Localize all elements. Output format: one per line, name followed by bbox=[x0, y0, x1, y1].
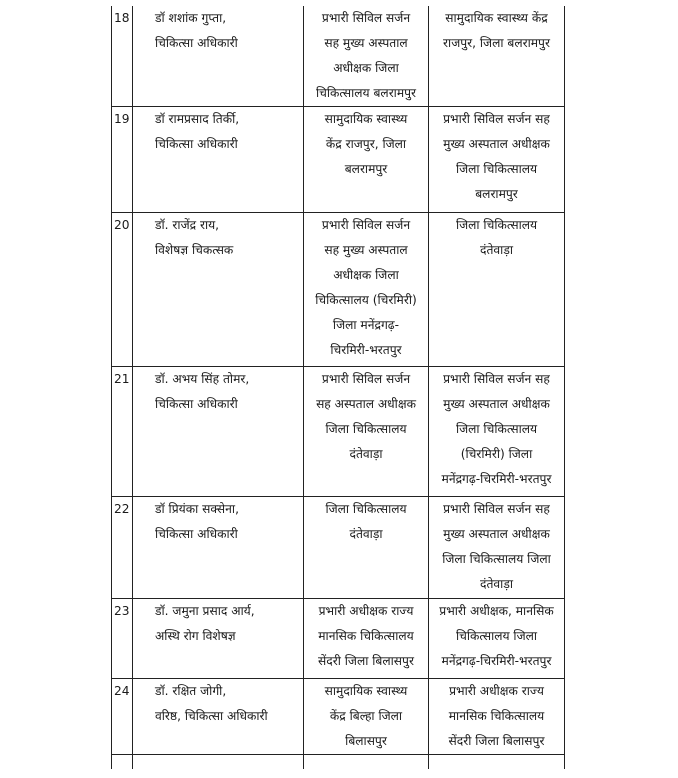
cell-text-line: चिकित्सा अधिकारी bbox=[155, 397, 238, 411]
table-row bbox=[112, 107, 565, 213]
cell-text-line: जिला चिकित्सालय जिला bbox=[442, 552, 551, 566]
cell-text-line: सह मुख्य अस्पताल bbox=[324, 243, 408, 257]
cell-text-line: सामुदायिक स्वास्थ्य bbox=[324, 112, 408, 126]
current-posting-cell bbox=[304, 497, 429, 599]
table-row bbox=[112, 6, 565, 107]
new-posting-cell bbox=[429, 599, 565, 679]
empty-cell bbox=[133, 755, 304, 770]
cell-text-line: सेंदरी जिला बिलासपुर bbox=[448, 734, 545, 748]
cell-text-line: चिकित्सालय जिला bbox=[455, 629, 538, 643]
cell-text-line: सह अस्पताल अधीक्षक bbox=[316, 397, 416, 411]
empty-cell bbox=[112, 755, 133, 770]
cell-text-line: दंतेवाड़ा bbox=[349, 527, 383, 541]
serial-number-cell: 20 bbox=[112, 213, 133, 367]
cell-text-line: प्रभारी सिविल सर्जन bbox=[321, 218, 411, 232]
cell-text-line: चिकित्सालय बलरामपुर bbox=[315, 86, 417, 100]
cell-text-line: चिकित्सा अधिकारी bbox=[155, 36, 238, 50]
cell-text-line: मुख्य अस्पताल अधीक्षक bbox=[443, 527, 550, 541]
new-posting-cell bbox=[429, 679, 565, 755]
cell-text-line: अधीक्षक जिला bbox=[333, 268, 399, 282]
employee-name-cell bbox=[133, 367, 304, 497]
cell-text-line: प्रभारी सिविल सर्जन bbox=[321, 11, 411, 25]
cell-text-line: मुख्य अस्पताल अधीक्षक bbox=[443, 397, 550, 411]
cell-text-line: प्रभारी अधीक्षक राज्य bbox=[449, 684, 544, 698]
cell-text-line: वरिष्ठ, चिकित्सा अधिकारी bbox=[155, 709, 268, 723]
cell-text-line: बलरामपुर bbox=[475, 187, 518, 201]
table-row bbox=[112, 679, 565, 755]
employee-name-cell bbox=[133, 6, 304, 107]
transfer-table bbox=[111, 6, 565, 769]
cell-text-line: डॉ प्रियंका सक्सेना, bbox=[155, 502, 239, 516]
cell-text-line: प्रभारी सिविल सर्जन सह bbox=[443, 502, 550, 516]
transfer-table-body bbox=[112, 6, 565, 769]
cell-text-line: चिकित्सालय (चिरमिरी) bbox=[315, 293, 417, 307]
employee-name-cell bbox=[133, 679, 304, 755]
cell-text-line: चिरमिरी-भरतपुर bbox=[330, 343, 402, 357]
cell-text-line: दंतेवाड़ा bbox=[479, 243, 514, 257]
serial-number-cell: 21 bbox=[112, 367, 133, 497]
cell-text-line: डॉ शशांक गुप्ता, bbox=[155, 11, 227, 25]
cell-text-line: सेंदरी जिला बिलासपुर bbox=[318, 654, 414, 668]
cell-text-line: जिला चिकित्सालय bbox=[455, 422, 538, 436]
cell-text-line: केंद्र राजपुर, जिला bbox=[325, 137, 407, 151]
current-posting-cell bbox=[304, 107, 429, 213]
table-row bbox=[112, 497, 565, 599]
serial-number-cell: 24 bbox=[112, 679, 133, 755]
cell-text-line: मनेंद्रगढ़-चिरमिरी-भरतपुर bbox=[441, 654, 552, 668]
cell-text-line: मुख्य अस्पताल अधीक्षक bbox=[443, 137, 550, 151]
cell-text-line: चिकित्सा अधिकारी bbox=[155, 527, 238, 541]
cell-text-line: प्रभारी सिविल सर्जन bbox=[321, 372, 411, 386]
cell-text-line: मनेंद्रगढ़-चिरमिरी-भरतपुर bbox=[441, 472, 552, 486]
cell-text-line: दंतेवाड़ा bbox=[349, 447, 383, 461]
cell-text-line: डॉ. रक्षित जोगी, bbox=[155, 684, 227, 698]
current-posting-cell bbox=[304, 213, 429, 367]
new-posting-cell bbox=[429, 497, 565, 599]
employee-name-cell bbox=[133, 599, 304, 679]
empty-cell bbox=[304, 755, 429, 770]
cell-text-line: सामुदायिक स्वास्थ्य bbox=[324, 684, 408, 698]
cell-text-line: प्रभारी सिविल सर्जन सह bbox=[443, 112, 550, 126]
cell-text-line: जिला चिकित्सालय bbox=[455, 162, 538, 176]
serial-number-cell: 19 bbox=[112, 107, 133, 213]
cell-text-line: डॉ. जमुना प्रसाद आर्य, bbox=[155, 604, 255, 618]
current-posting-cell bbox=[304, 367, 429, 497]
table-row bbox=[112, 599, 565, 679]
serial-number-cell: 23 bbox=[112, 599, 133, 679]
current-posting-cell bbox=[304, 599, 429, 679]
cell-text-line: जिला चिकित्सालय bbox=[455, 218, 538, 232]
new-posting-cell bbox=[429, 107, 565, 213]
cell-text-line: अस्थि रोग विशेषज्ञ bbox=[155, 629, 236, 643]
serial-number-cell: 18 bbox=[112, 6, 133, 107]
cell-text-line: प्रभारी अधीक्षक राज्य bbox=[318, 604, 414, 618]
employee-name-cell bbox=[133, 107, 304, 213]
cell-text-line: डॉ. अभय सिंह तोमर, bbox=[155, 372, 250, 386]
new-posting-cell bbox=[429, 6, 565, 107]
cell-text-line: मानसिक चिकित्सालय bbox=[318, 629, 414, 643]
new-posting-cell bbox=[429, 367, 565, 497]
cell-text-line: विशेषज्ञ चिकत्सक bbox=[155, 243, 234, 257]
cell-text-line: डॉ. राजेंद्र राय, bbox=[155, 218, 220, 232]
employee-name-cell bbox=[133, 213, 304, 367]
cell-text-line: अधीक्षक जिला bbox=[333, 61, 399, 75]
cell-text-line: बलरामपुर bbox=[344, 162, 388, 176]
cell-text-line: जिला चिकित्सालय bbox=[325, 422, 407, 436]
new-posting-cell bbox=[429, 213, 565, 367]
employee-name-cell bbox=[133, 497, 304, 599]
cell-text-line: जिला मनेंद्रगढ़- bbox=[332, 318, 400, 332]
table-row-continued bbox=[112, 755, 565, 770]
table-row bbox=[112, 367, 565, 497]
cell-text-line: चिकित्सा अधिकारी bbox=[155, 137, 238, 151]
empty-cell bbox=[429, 755, 565, 770]
table-row bbox=[112, 213, 565, 367]
current-posting-cell bbox=[304, 6, 429, 107]
current-posting-cell bbox=[304, 679, 429, 755]
cell-text-line: सह मुख्य अस्पताल bbox=[324, 36, 408, 50]
cell-text-line: प्रभारी सिविल सर्जन सह bbox=[443, 372, 550, 386]
cell-text-line: सामुदायिक स्वास्थ्य केंद्र bbox=[445, 11, 548, 25]
cell-text-line: डॉ रामप्रसाद तिर्की, bbox=[155, 112, 240, 126]
cell-text-line: (चिरमिरी) जिला bbox=[460, 447, 533, 461]
cell-text-line: प्रभारी अधीक्षक, मानसिक bbox=[439, 604, 554, 618]
cell-text-line: केंद्र बिल्हा जिला bbox=[329, 709, 403, 723]
cell-text-line: दंतेवाड़ा bbox=[479, 577, 514, 591]
serial-number-cell: 22 bbox=[112, 497, 133, 599]
cell-text-line: मानसिक चिकित्सालय bbox=[448, 709, 545, 723]
cell-text-line: बिलासपुर bbox=[345, 734, 387, 748]
cell-text-line: जिला चिकित्सालय bbox=[325, 502, 407, 516]
cell-text-line: राजपुर, जिला बलरामपुर bbox=[443, 36, 550, 50]
